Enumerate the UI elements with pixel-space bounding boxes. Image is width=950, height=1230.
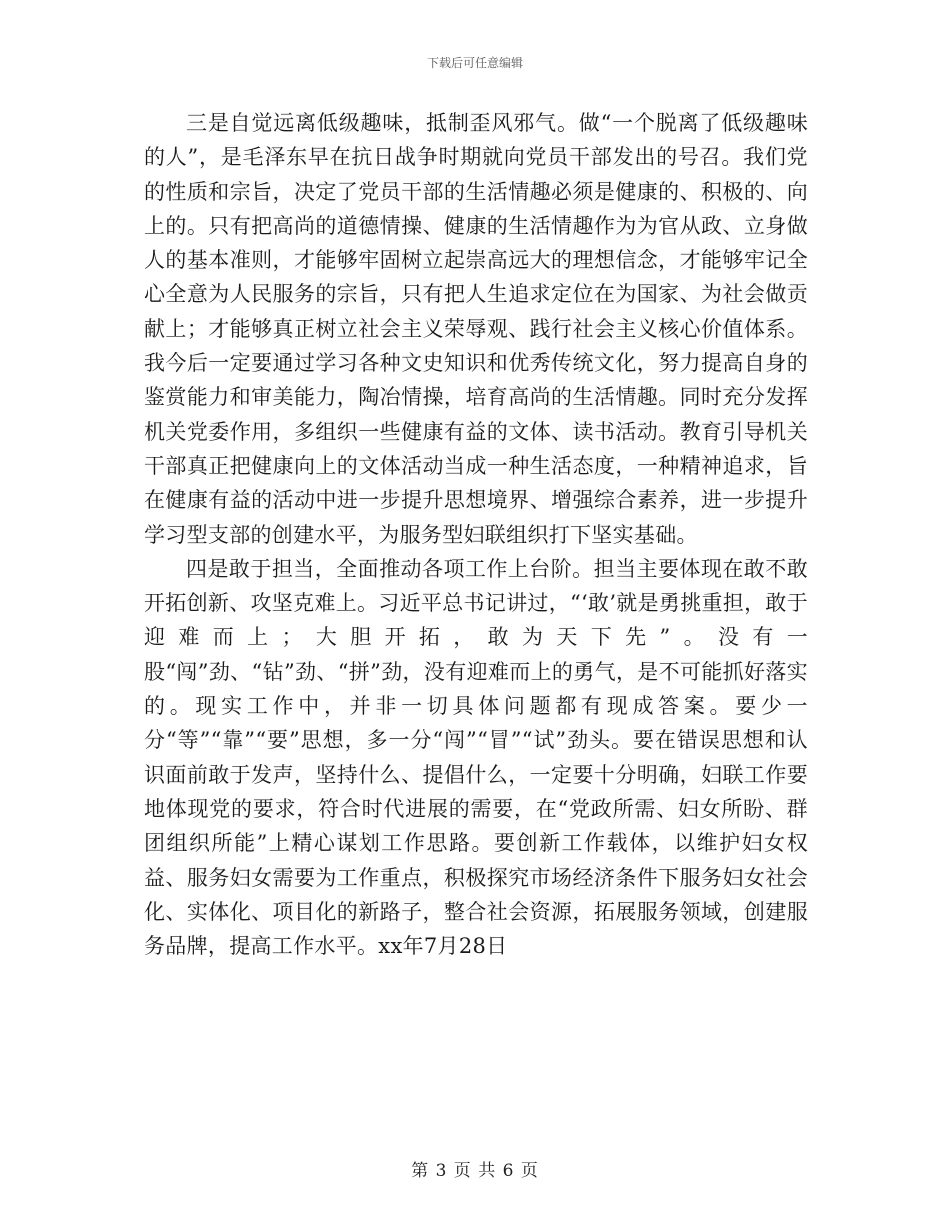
page-number-footer: 第 3 页 共 6 页 xyxy=(411,1161,539,1181)
page-header-note: 下载后可任意编辑 xyxy=(426,56,523,70)
document-body xyxy=(144,106,808,963)
paragraph-3: 三是自觉远离低级趣味，抵制歪风邪气。做“一个脱离了低级趣味的人”，是毛泽东早在抗日战争时期就向党员干部发出的号召。我们党的性质和宗旨，决定了党员干部的生活情趣必须是健康的、积极的、向上的。只有把高尚的道德情操、健康的生活情趣作为为官从政、立身做人的基本准则，才能够牢固树立起崇高远大的理想信念，才能够牢记全心全意为人民服务的宗旨，只有把人生追求定位在为国家、为社会做贡献上；才能够真正树立社会主义荣辱观、践行社会主义核心价值体系。我今后一定要通过学习各种文史知识和优秀传统文化，努力提高自身的鉴赏能力和审美能力，陶冶情操，培育高尚的生活情趣。同时充分发挥机关党委作用，多组织一些健康有益的文体、读书活动。教育引导机关干部真正把健康向上的文体活动当成一种生活态度，一种精神追求，旨在健康有益的活动中进一步提升思想境界、增强综合素养，进一步提升学习型支部的创建水平，为服务型妇联组织打下坚实基础。 xyxy=(144,111,808,547)
paragraph-4: 四是敢于担当，全面推动各项工作上台阶。担当主要体现在敢不敢开拓创新、攻坚克难上。习近平总书记讲过，“‘敢’就是勇挑重担，敢于迎难而上；大胆开拓，敢为天下先”。没有一股“闯”劲、“钻”劲、“拼”劲，没有迎难而上的勇气，是不可能抓好落实的。现实工作中，并非一切具体问题都有现成答案。要少一分“等”“靠”“要”思想，多一分“闯”“冒”“试”劲头。要在错误思想和认识面前敢于发声，坚持什么、提倡什么，一定要十分明确，妇联工作要地体现党的要求，符合时代进展的需要，在“党政所需、妇女所盼、群团组织所能”上精心谋划工作思路。要创新工作载体，以维护妇女权益、服务妇女需要为工作重点，积极探究市场经济条件下服务妇女社会化、实体化、项目化的新路子，整合社会资源，拓展服务领域，创建服务品牌，提高工作水平。xx年7月28日 xyxy=(144,556,808,959)
